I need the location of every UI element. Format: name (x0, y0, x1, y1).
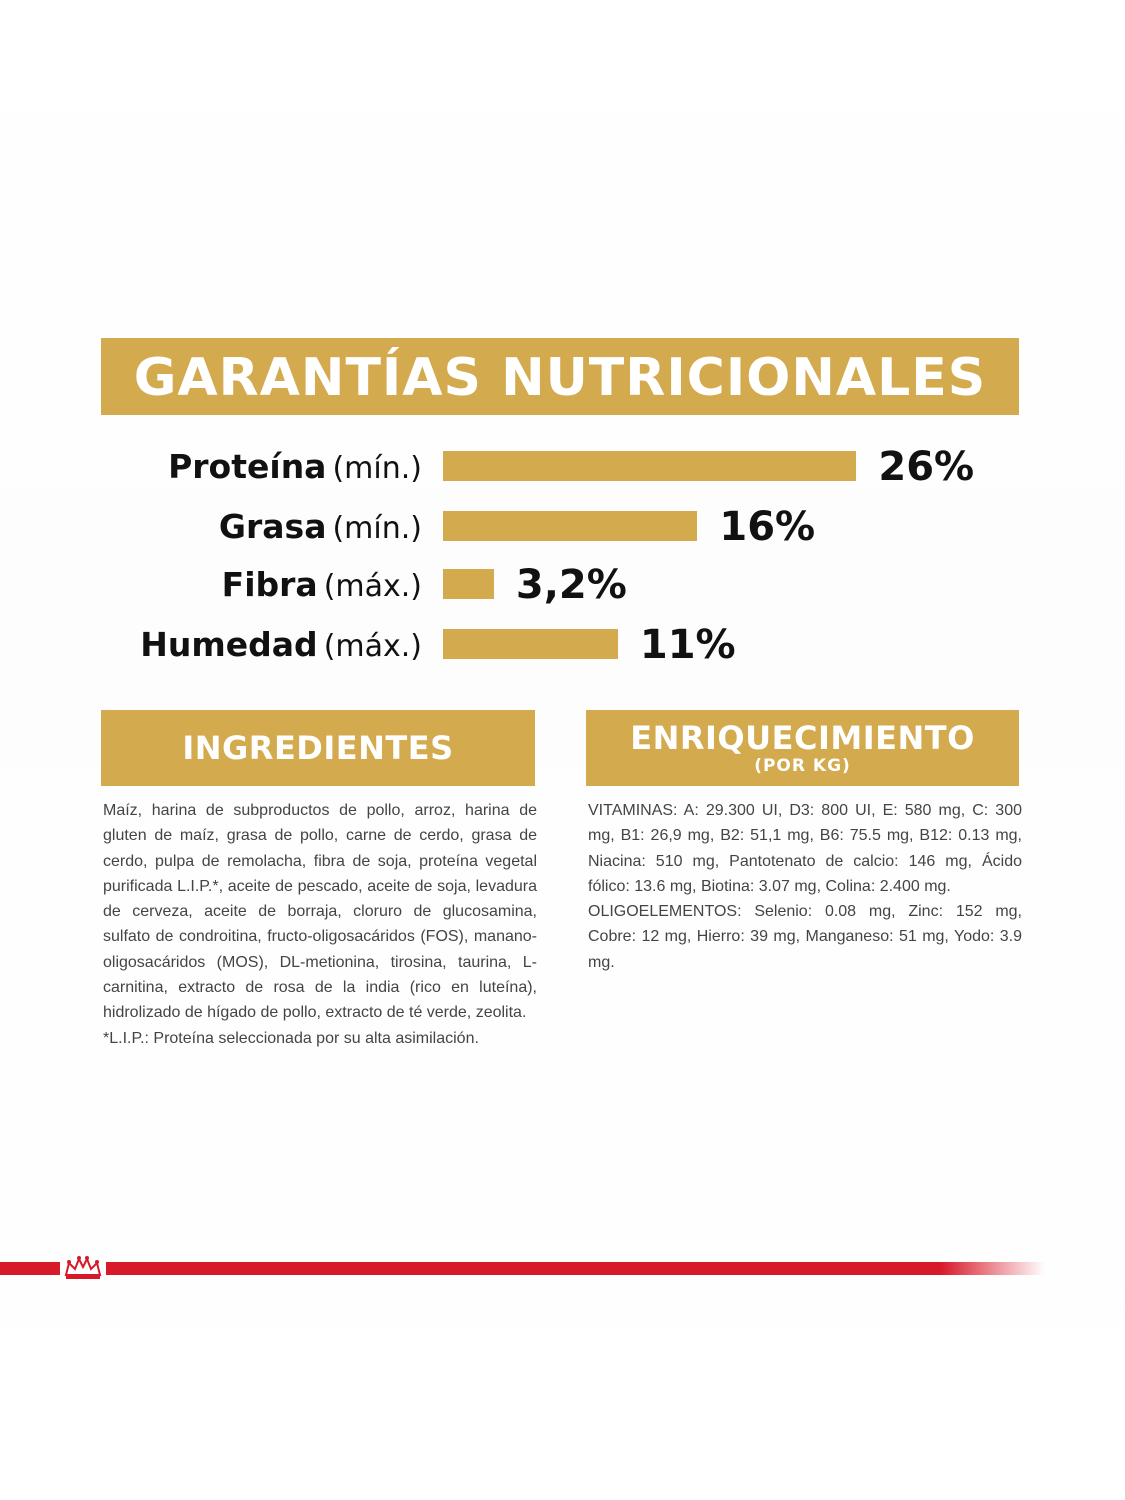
nutrient-label (168, 442, 422, 492)
nutrient-row (100, 502, 1000, 552)
nutrient-row (100, 620, 1000, 670)
nutrient-bar (443, 629, 618, 659)
footer-red-line (0, 1262, 1045, 1275)
nutrient-qualifier: (máx.) (323, 569, 422, 604)
royal-crown-icon (60, 1254, 106, 1282)
nutrient-label (219, 502, 422, 552)
nutrient-value: 26% (878, 444, 975, 490)
ingredients-body (103, 798, 537, 1051)
nutrient-row (100, 560, 1000, 610)
nutrient-label (222, 560, 422, 610)
nutrient-name: Fibra (221, 565, 318, 604)
vitamins-text: VITAMINAS: A: 29.300 UI, D3: 800 UI, E: 580 mg, C: 300 mg, B1: 26,9 mg, B2: 51,1 mg, B6: 75.5 mg, B12: 0.13 mg, Niacina: 510 mg, Pantotenato de calcio: 146 mg, Ácido fólico: 13.6 mg, Biotina: 3.07 mg, Colina: 2.400 mg. (588, 802, 1022, 895)
nutrient-qualifier: (mín.) (332, 451, 422, 486)
nutrient-bar (443, 569, 494, 599)
nutrient-bar (443, 511, 697, 541)
nutrient-name: Humedad (140, 625, 318, 664)
trace-elements-text: OLIGOELEMENTOS: Selenio: 0.08 mg, Zinc: 152 mg, Cobre: 12 mg, Hierro: 39 mg, Manganeso: 51 mg, Yodo: 3.9 mg. (588, 903, 1022, 971)
nutrient-label (140, 620, 422, 670)
enrichment-body (588, 798, 1022, 975)
enrichment-header (586, 710, 1019, 786)
nutrient-bar (443, 451, 856, 481)
nutrient-qualifier: (mín.) (332, 511, 422, 546)
nutrient-name: Grasa (218, 507, 327, 546)
nutrient-row (100, 442, 1000, 492)
enrichment-title: ENRIQUECIMIENTO (630, 719, 975, 757)
nutrition-banner (101, 338, 1019, 415)
nutrient-qualifier: (máx.) (323, 629, 422, 664)
ingredients-title: INGREDIENTES (182, 729, 454, 767)
nutrient-value: 3,2% (515, 562, 627, 608)
nutrient-name: Proteína (168, 447, 327, 486)
nutrient-value: 16% (719, 504, 816, 550)
nutrient-value: 11% (639, 622, 736, 668)
ingredients-note: *L.I.P.: Proteína seleccionada por su alta asimilación. (103, 1029, 479, 1047)
ingredients-header (101, 710, 535, 786)
enrichment-subtitle: (POR KG) (754, 756, 851, 776)
ingredients-text: Maíz, harina de subproductos de pollo, arroz, harina de gluten de maíz, grasa de pollo, carne de cerdo, grasa de cerdo, pulpa de remolacha, fibra de soja, proteína vegetal purificada L.I.P.*, aceite de pescado, aceite de soja, levadura de cerveza, aceite de borraja, cloruro de glucosamina, sulfato de condroitina, fructo-oligosacáridos (FOS), manano-oligosacáridos (MOS), DL-metionina, tirosina, taurina, L-carnitina, extracto de rosa de la india (rico en luteína), hidrolizado de hígado de pollo, extracto de té verde, zeolita. (103, 802, 537, 1022)
nutrition-title: GARANTÍAS NUTRICIONALES (133, 347, 987, 408)
